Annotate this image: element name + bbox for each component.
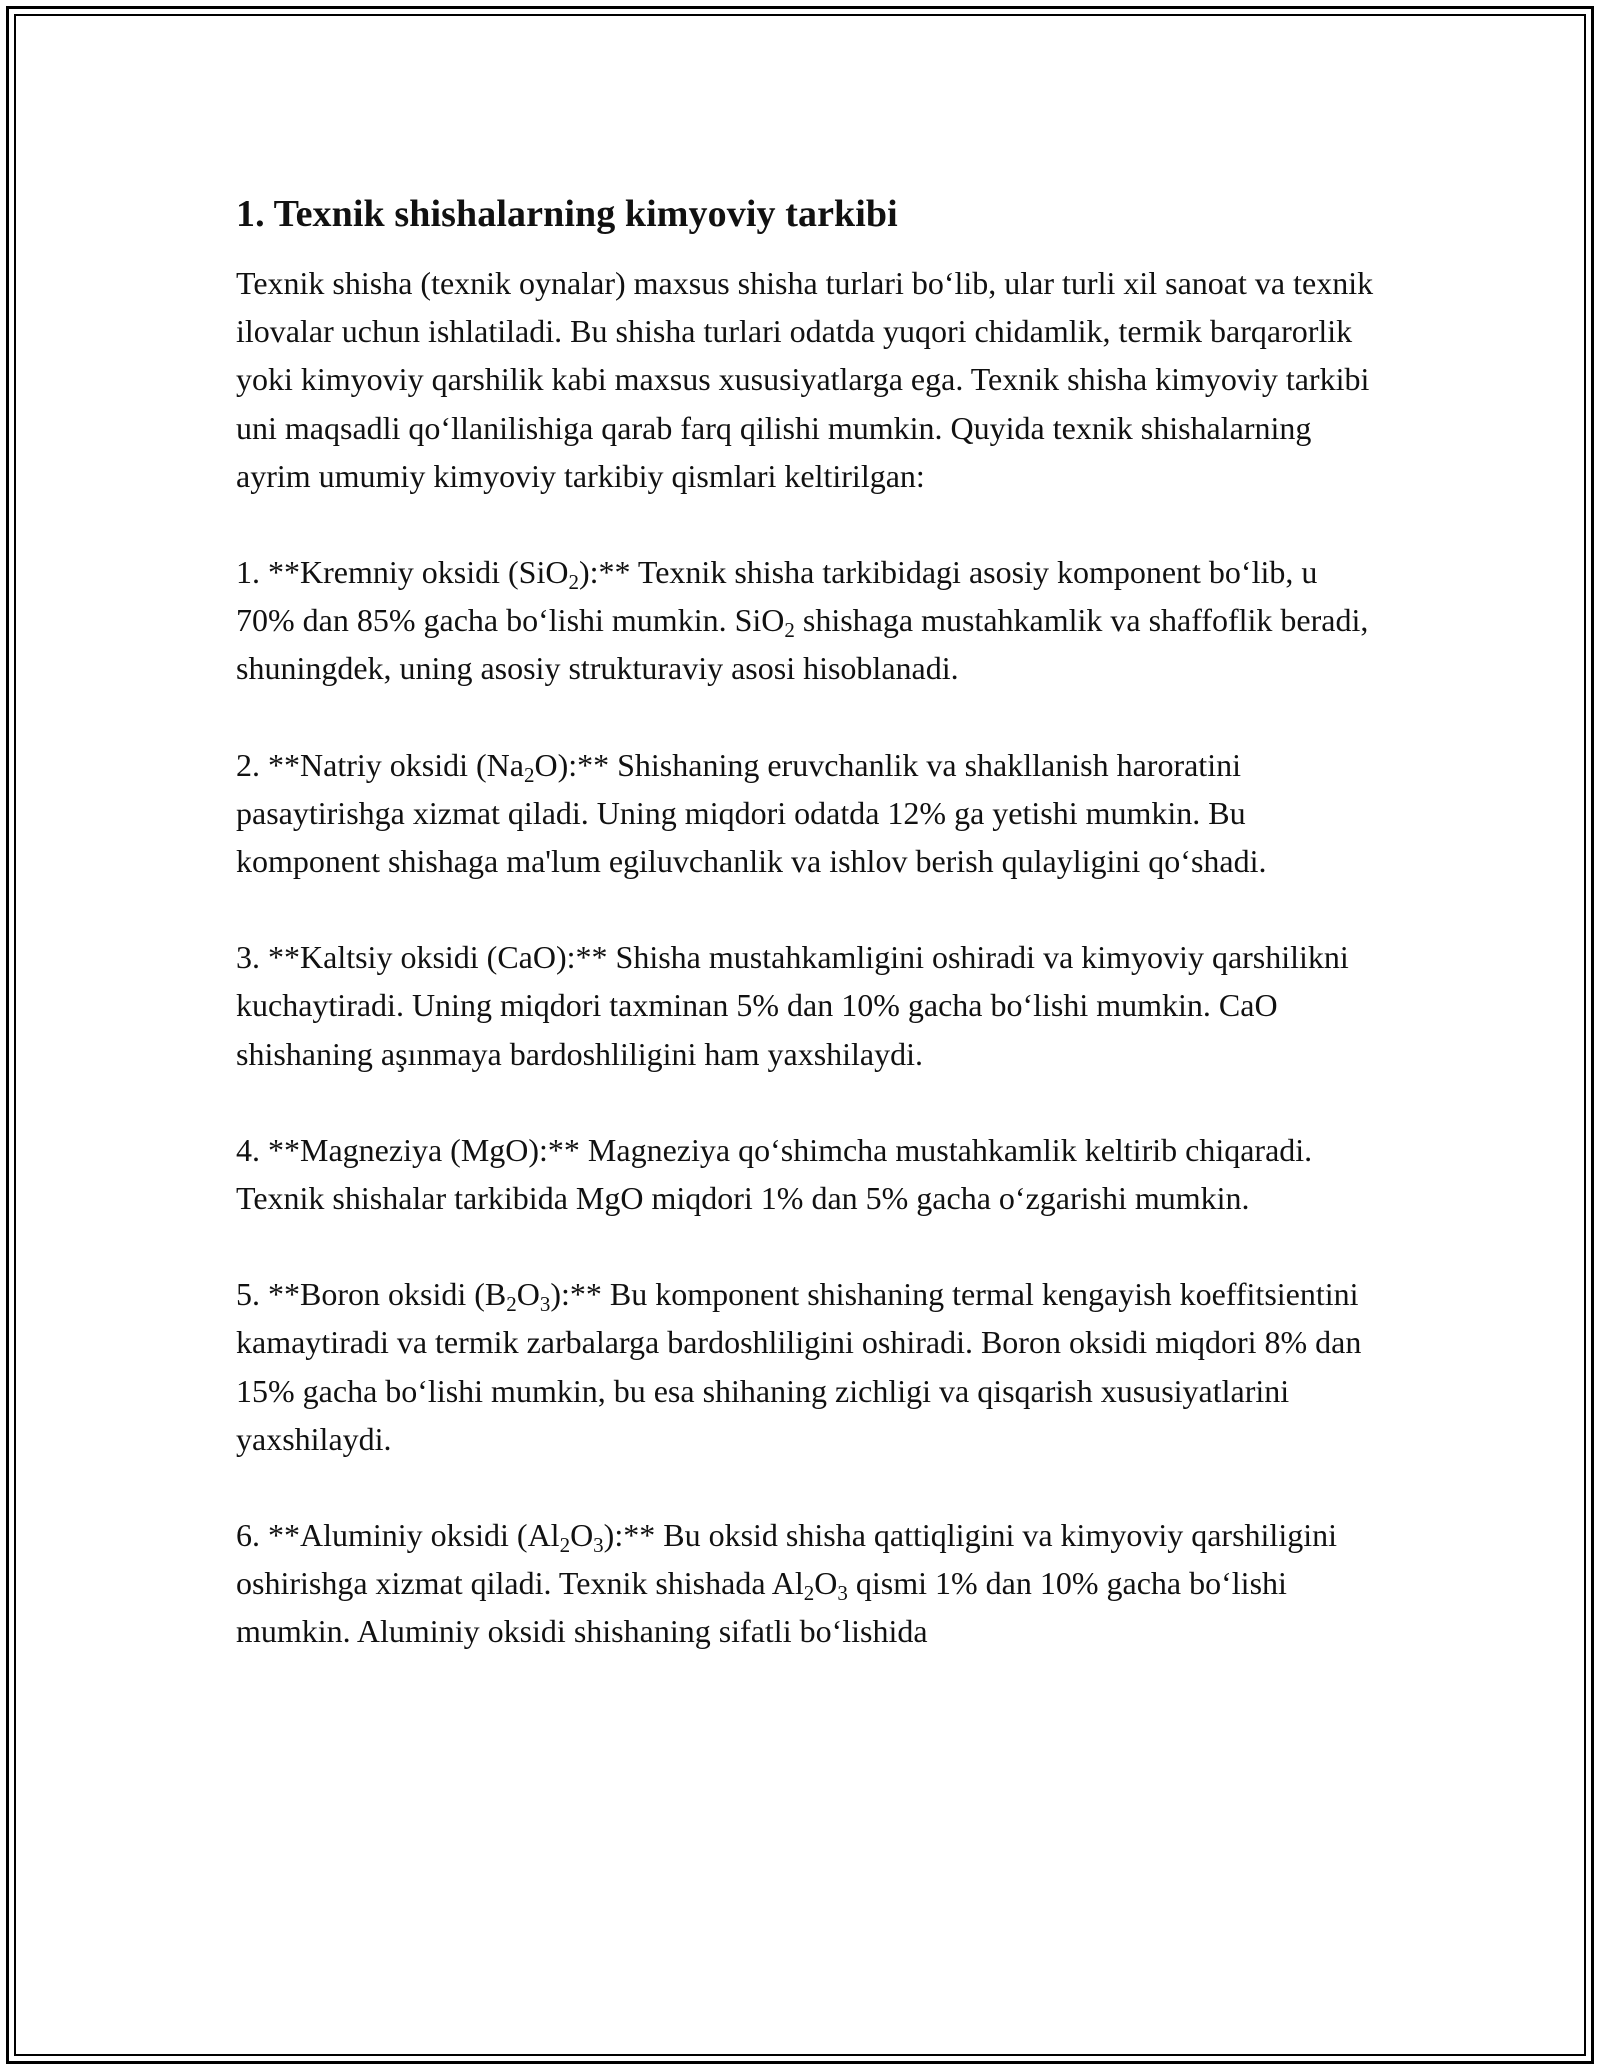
item-text: O: [516, 1276, 540, 1313]
list-item-sodium-oxide: [236, 741, 1376, 886]
formula-subscript: 2: [559, 1533, 571, 1558]
formula-subscript: 3: [593, 1533, 604, 1558]
item-text: 5. **Boron oksidi (B: [236, 1276, 507, 1313]
formula-subscript: 2: [506, 1292, 517, 1317]
item-text: ):** Texnik shisha tarkibidagi asosiy komponent bo‘lib, u 70% dan 85% gacha bo‘lishi mumkin. SiO: [236, 554, 1318, 639]
formula-subscript: 3: [539, 1292, 551, 1317]
list-item-magnesia: 4. **Magneziya (MgO):** Magneziya qo‘shimcha mustahkamlik keltirib chiqaradi. Texnik shishalar tarkibida MgO miqdori 1% dan 5% gacha o‘zgarishi mumkin.: [236, 1131, 1313, 1217]
item-text: 1. **Kremniy oksidi (SiO: [236, 554, 569, 591]
section-heading: 1. Texnik shishalarning kimyoviy tarkibi: [236, 193, 898, 235]
item-text: O: [570, 1517, 594, 1554]
item-text: 6. **Aluminiy oksidi (Al: [236, 1517, 560, 1554]
list-item-calcium-oxide: 3. **Kaltsiy oksidi (CaO):** Shisha mustahkamligini oshiradi va kimyoviy qarshilikni kuchaytiradi. Uning miqdori taxminan 5% dan 10% gacha bo‘lishi mumkin. CaO shishaning aşınmaya bardoshliligini ham yaxshilaydi.: [236, 939, 1349, 1072]
formula-subscript: 2: [803, 1581, 815, 1606]
list-item-aluminium-oxide: [236, 1511, 1376, 1656]
item-text: O: [814, 1565, 838, 1602]
item-text: shishaga mustahkamlik va shaffoflik beradi, shuningdek, uning asosiy strukturaviy asosi hisoblanadi.: [236, 602, 1369, 687]
formula-subscript: 2: [568, 570, 579, 595]
item-text: O):** Shishaning eruvchanlik va shakllanish haroratini pasaytirishga xizmat qiladi. Uning miqdori odatda 12% ga yetishi mumkin. Bu komponent shishaga ma'lum egiluvchanlik va ishlov berish qulayligini qo‘shadi.: [236, 746, 1267, 880]
formula-subscript: 2: [523, 762, 535, 787]
item-text: ):** Bu komponent shishaning termal kengayish koeffitsientini kamaytiradi va termik zarbalarga bardoshliligini oshiradi. Boron oksidi miqdori 8% dan 15% gacha bo‘lishi mumkin, bu esa shihaning zichligi va qisqarish xususiyatlarini yaxshilaydi.: [236, 1276, 1362, 1457]
list-item-silicon-oxide: [236, 548, 1376, 693]
item-text: 2. **Natriy oksidi (Na: [236, 746, 524, 783]
item-text: qismi 1% dan 10% gacha bo‘lishi mumkin. Aluminiy oksidi shishaning sifatli bo‘lishida: [236, 1565, 1287, 1650]
formula-subscript: 3: [837, 1581, 848, 1606]
formula-subscript: 2: [784, 618, 795, 643]
intro-paragraph: Texnik shisha (texnik oynalar) maxsus shisha turlari bo‘lib, ular turli xil sanoat va texnik ilovalar uchun ishlatiladi. Bu shisha turlari odatda yuqori chidamlik, termik barqarorlik yoki kimyoviy qarshilik kabi maxsus xususiyatlarga ega. Texnik shisha kimyoviy tarkibi uni maqsadli qo‘llanilishiga qarab farq qilishi mumkin. Quyida texnik shishalarning ayrim umumiy kimyoviy tarkibiy qismlari keltirilgan:: [236, 265, 1374, 494]
list-item-boron-oxide: [236, 1270, 1376, 1463]
item-text: ):** Bu oksid shisha qattiqligini va kimyoviy qarshiligini oshirishga xizmat qiladi. Texnik shishada Al: [236, 1517, 1337, 1602]
document-body: [236, 188, 1376, 1656]
